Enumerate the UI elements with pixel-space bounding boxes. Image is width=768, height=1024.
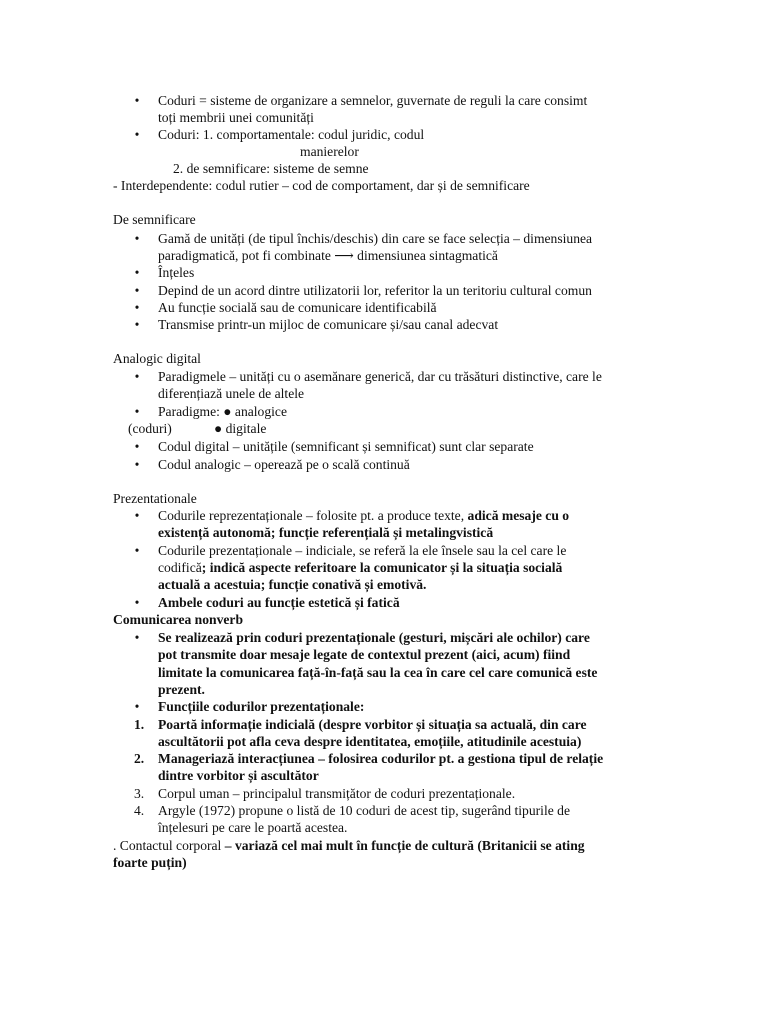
coduri-types-line-1: Coduri: 1. comportamentale: codul juridic, codul [158, 127, 425, 142]
prezentational-item-1-bold: adică mesaje cu o [467, 508, 570, 523]
list-number-4: 4. [134, 803, 145, 818]
contact-corporal-text: . Contactul corporal [113, 838, 225, 853]
bullet-icon: • [134, 404, 140, 419]
analogic-item-3: Codul digital – unitățile (semnificant și semnificat) sunt clar separate [158, 439, 534, 454]
numbered-item-4-line-2: înțelesuri pe care le poartă acestea. [158, 820, 348, 835]
numbered-item-3: Corpul uman – principalul transmițător de coduri prezentaționale. [158, 786, 516, 801]
nonverb-item-1-line-1 [158, 629, 590, 646]
bullet-icon: • [134, 231, 140, 246]
analogic-heading: Analogic digital [113, 351, 201, 366]
numbered-item-1-line-2 [158, 733, 581, 750]
nonverb-item-1-line-3 [158, 664, 597, 681]
bullet-icon: • [134, 300, 140, 315]
nonverb-item-1-bold-1: Se realizează prin coduri prezentaționale (gesturi, mișcări ale ochilor) care [158, 630, 590, 645]
prezentational-item-1-line-1 [158, 507, 569, 524]
numbered-item-2-line-2 [158, 767, 319, 784]
prezentational-item-2-line-3 [158, 576, 426, 593]
numbered-item-2-line-1 [158, 750, 603, 767]
prezentational-item-1-text: Codurile reprezentaționale – folosite pt. a produce texte, [158, 508, 468, 523]
list-number-2 [134, 750, 144, 767]
contact-corporal-bold: – variază cel mai mult în funcție de cultură (Britanicii se ating [224, 838, 585, 853]
nonverb-heading [113, 611, 243, 628]
contact-corporal-bold-2: foarte puțin) [113, 855, 187, 870]
bullet-icon: • [134, 283, 140, 298]
bullet-icon: • [134, 595, 140, 610]
prezentational-item-2-bold-2: actuală a acestuia; funcție conativă și emotivă. [158, 577, 427, 592]
contact-corporal-line-1 [113, 837, 585, 854]
bullet-icon: • [134, 630, 140, 645]
nonverb-item-2-bold: Funcțiile codurilor prezentaționale: [158, 699, 365, 714]
prezentationale-heading: Prezentationale [113, 491, 197, 506]
bullet-icon: • [134, 699, 140, 714]
prezentational-item-2-line-2 [158, 559, 562, 576]
nonverb-item-1-bold-2: pot transmite doar mesaje legate de contextul prezent (aici, acum) fiind [158, 647, 571, 662]
semnificare-item-1-line-1: Gamă de unități (de tipul închis/deschis) din care se face selecția – dimensiunea [158, 231, 593, 246]
analogic-item-1-line-1: Paradigmele – unități cu o asemănare generică, dar cu trăsături distinctive, care le [158, 369, 602, 384]
list-number-2-text: 2. [134, 751, 145, 766]
semnificare-item-5: Transmise printr-un mijloc de comunicare și/sau canal adecvat [158, 317, 499, 332]
list-number-3: 3. [134, 786, 145, 801]
semnificare-item-3: Depind de un acord dintre utilizatorii lor, referitor la un teritoriu cultural comun [158, 283, 592, 298]
bullet-icon: • [134, 127, 140, 142]
prezentational-item-2-line-1: Codurile prezentaționale – indiciale, se referă la ele însele sau la cel care le [158, 543, 567, 558]
contact-corporal-line-2 [113, 854, 187, 871]
prezentational-item-3 [158, 594, 400, 611]
numbered-item-1-bold-2: ascultătorii pot afla ceva despre identitatea, emoțiile, atitudinile acestuia) [158, 734, 582, 749]
bullet-icon: • [134, 265, 140, 280]
coduri-types-line-3: 2. de semnificare: sisteme de semne [173, 161, 369, 176]
coduri-note: (coduri) [128, 421, 172, 436]
numbered-item-2-bold-2: dintre vorbitor și ascultător [158, 768, 319, 783]
interdependente-line: - Interdependente: codul rutier – cod de comportament, dar și de semnificare [113, 178, 530, 193]
coduri-types-line-2: manierelor [300, 144, 359, 159]
nonverb-item-1-line-2 [158, 646, 570, 663]
nonverb-heading-text: Comunicarea nonverb [113, 612, 244, 627]
semnificare-item-2: Înțeles [158, 265, 195, 280]
analogic-item-2: Paradigme: ● analogice [158, 404, 287, 419]
coduri-definition-line-2: toți membrii unei comunități [158, 110, 314, 125]
bullet-icon: • [134, 543, 140, 558]
numbered-item-1-bold-1: Poartă informație indicială (despre vorbitor și situația sa actuală, din care [158, 717, 587, 732]
bullet-icon: • [134, 93, 140, 108]
bullet-icon: • [134, 439, 140, 454]
nonverb-item-1-line-4 [158, 681, 205, 698]
numbered-item-4-line-1: Argyle (1972) propune o listă de 10 coduri de acest tip, sugerând tipurile de [158, 803, 570, 818]
semnificare-heading: De semnificare [113, 212, 196, 227]
nonverb-item-1-bold-3: limitate la comunicarea față-în-față sau la cea în care cel care comunică este [158, 665, 598, 680]
list-number-1 [134, 716, 144, 733]
nonverb-item-2 [158, 698, 364, 715]
numbered-item-1-line-1 [158, 716, 587, 733]
list-number-1-text: 1. [134, 717, 145, 732]
semnificare-item-4: Au funcție socială sau de comunicare identificabilă [158, 300, 437, 315]
semnificare-item-1-line-2: paradigmatică, pot fi combinate ⟶ dimensiunea sintagmatică [158, 248, 498, 263]
bullet-icon: • [134, 369, 140, 384]
coduri-definition-line-1: Coduri = sisteme de organizare a semnelor, guvernate de reguli la care consimt [158, 93, 588, 108]
analogic-item-1-line-2: diferențiază unele de altele [158, 386, 305, 401]
bullet-icon: • [134, 317, 140, 332]
prezentational-item-3-bold: Ambele coduri au funcție estetică și fatică [158, 595, 400, 610]
numbered-item-2-bold-1: Manageriază interacțiunea – folosirea codurilor pt. a gestiona tipul de relație [158, 751, 604, 766]
prezentational-item-1-bold-2: existență autonomă; funcție referențială și metalingvistică [158, 525, 494, 540]
analogic-item-4: Codul analogic – operează pe o scală continuă [158, 457, 410, 472]
nonverb-item-1-bold-4: prezent. [158, 682, 205, 697]
bullet-icon: • [134, 457, 140, 472]
digitale-label: ● digitale [214, 421, 267, 436]
prezentational-item-2-bold: ; indică aspecte referitoare la comunicator și la situația socială [201, 560, 563, 575]
bullet-icon: • [134, 508, 140, 523]
prezentational-item-2-text: codifică [158, 560, 202, 575]
prezentational-item-1-line-2 [158, 524, 493, 541]
